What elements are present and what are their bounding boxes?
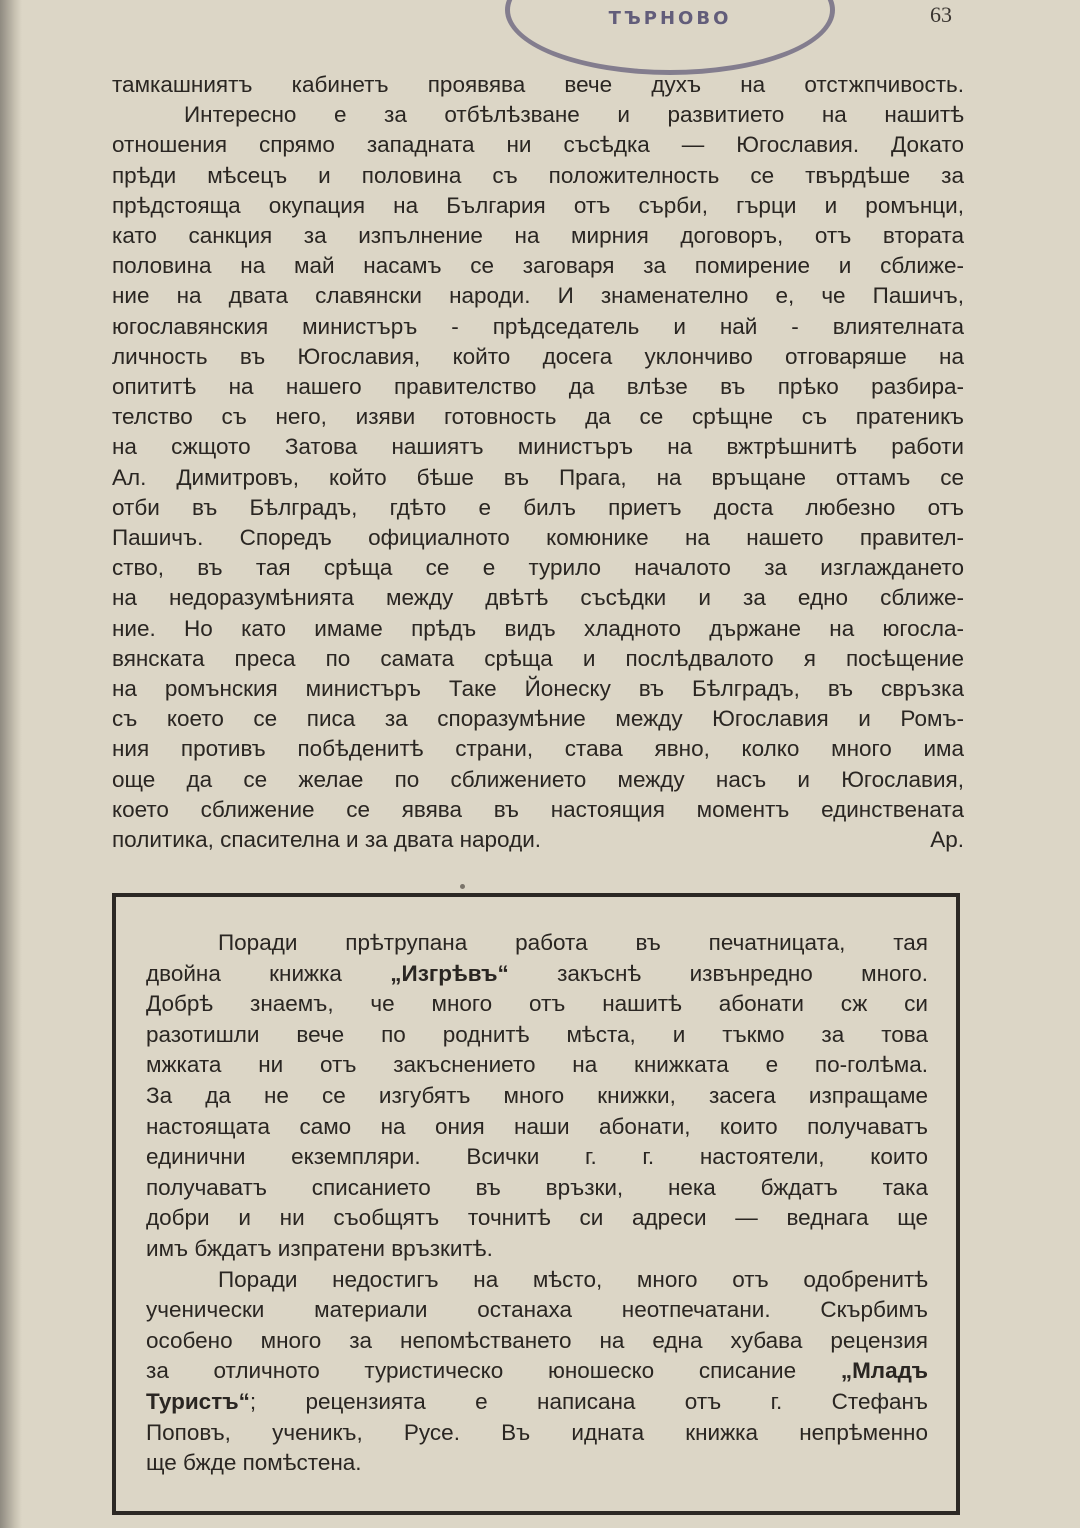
article-line: на сжщото Затова нашиятъ министъръ на вжтрѣшнитѣ работи xyxy=(112,434,964,460)
article-line: още да се желае по сближението между насъ и Югославия, xyxy=(112,766,964,792)
editorial-notice xyxy=(146,928,928,1479)
notice-text-fragment: двойна книжка xyxy=(146,960,391,986)
article-line: тамкашниятъ кабинетъ проявява вече духъ на отстжпчивость. xyxy=(112,72,964,97)
notice-line: Поради прѣтрупана работа въ печатницата, тая xyxy=(218,930,928,955)
article-line: половина на май насамъ се заговаря за помирение и сближе- xyxy=(112,253,964,279)
article-line: Интересно е за отбѣлѣзване и развитието на нашитѣ xyxy=(184,102,964,128)
reviewed-magazine-title: „Младъ xyxy=(840,1358,928,1384)
article-body xyxy=(112,70,964,855)
notice-line xyxy=(146,1387,928,1418)
notice-line: имъ бждатъ изпратени връзкитѣ. xyxy=(146,1235,493,1261)
notice-line: мжката ни отъ закъснението на книжката е по-голѣма. xyxy=(146,1052,928,1078)
page-binding-edge xyxy=(0,0,22,1528)
notice-line: ученически материали останаха неотпечатани. Скърбимъ xyxy=(146,1297,928,1323)
reviewed-magazine-title: Туристъ“ xyxy=(146,1388,250,1414)
notice-line: ще бжде помѣстена. xyxy=(146,1450,362,1476)
page-number: 63 xyxy=(930,2,952,27)
notice-line: настоящата само на ония наши абонати, които получаватъ xyxy=(146,1113,928,1139)
article-line: ния противъ побѣденитѣ страни, става явно, колко много има xyxy=(112,736,964,762)
article-line: ние на двата славянски народи. И знаменателно е, че Пашичъ, xyxy=(112,283,964,309)
article-line: телство съ него, изяви готовность да се срѣщне съ пратеникъ xyxy=(112,404,964,430)
article-line: политика, спасителна и за двата народи. xyxy=(112,827,542,853)
notice-line: Поповъ, ученикъ, Русе. Въ идната книжка непрѣменно xyxy=(146,1419,928,1445)
notice-text-fragment: ; рецензията е написана отъ г. Стефанъ xyxy=(249,1388,928,1414)
stamp-text: ТЪРНОВО xyxy=(608,8,732,29)
notice-line: Поради недостигъ на мѣсто, много отъ одобренитѣ xyxy=(218,1266,928,1292)
article-line: опититѣ на нашего правителство да влѣзе въ прѣко разбира- xyxy=(112,374,964,400)
notice-line: добри и ни съобщятъ точнитѣ си адреси — веднага ще xyxy=(146,1205,928,1231)
article-line: прѣдстояща окупация на България отъ сърби, гърци и ромънци, xyxy=(112,192,964,218)
magazine-title: „Изгрѣвъ“ xyxy=(390,960,509,986)
notice-line: Добрѣ знаемъ, че много отъ нашитѣ абонати сж си xyxy=(146,991,928,1017)
article-line: Ал. Димитровъ, който бѣше въ Прага, на връщане оттамъ се xyxy=(112,464,964,490)
notice-line xyxy=(146,1356,928,1387)
notice-line: разотишли вече по роднитѣ мѣста, и тъкмо за това xyxy=(146,1021,928,1047)
article-line: вянската преса по самата срѣща и послѣдвалото я посѣщение xyxy=(112,645,964,671)
article-line: личность въ Югославия, който досега уклончиво отговаряше на xyxy=(112,343,964,369)
article-line: прѣди мѣсецъ и половина съ положителность се твърдѣше за xyxy=(112,162,964,188)
article-line: ство, въ тая срѣща се е турило началото за изглаждането xyxy=(112,555,964,581)
print-speck xyxy=(460,884,465,889)
notice-line xyxy=(146,959,928,990)
notice-line: единични екземпляри. Всички г. г. настоятели, които xyxy=(146,1144,928,1170)
author-signature: Ар. xyxy=(930,827,964,853)
library-stamp xyxy=(505,0,835,75)
article-line: отношения спрямо западната ни съсѣдка — Югославия. Докато xyxy=(112,132,964,158)
article-line: югославянския министъръ - прѣдседатель и най - влиятелната xyxy=(112,313,964,339)
notice-line: получаватъ списанието въ връзки, нека бждатъ така xyxy=(146,1174,928,1200)
notice-text-fragment: закъснѣ извънредно много. xyxy=(508,960,928,986)
notice-line: За да не се изгубятъ много книжки, засега изпращаме xyxy=(146,1082,928,1108)
article-line: ние. Но като имаме прѣдъ видъ хладното държане на югосла- xyxy=(112,615,964,641)
article-line: Пашичъ. Споредъ официалното комюнике на нашето правител- xyxy=(112,525,964,551)
notice-text-fragment: за отличното туристическо юношеско списание xyxy=(146,1358,841,1384)
article-line: на недоразумѣнията между двѣтѣ съсѣдки и за едно сближе- xyxy=(112,585,964,611)
article-last-line xyxy=(112,825,964,855)
article-line: което сближение се явява въ настоящия моментъ единствената xyxy=(112,796,964,822)
article-line: отби въ Бѣлградъ, гдѣто е билъ приетъ доста любезно отъ xyxy=(112,494,964,520)
article-line: съ което се писа за споразумѣние между Югославия и Ромъ- xyxy=(112,706,964,732)
notice-line: особено много за непомѣстването на една хубава рецензия xyxy=(146,1327,928,1353)
article-line: като санкция за изпълнение на мирния договоръ, отъ втората xyxy=(112,223,964,249)
article-line: на ромънския министъръ Таке Йонеску въ Бѣлградъ, въ свръзка xyxy=(112,676,964,702)
